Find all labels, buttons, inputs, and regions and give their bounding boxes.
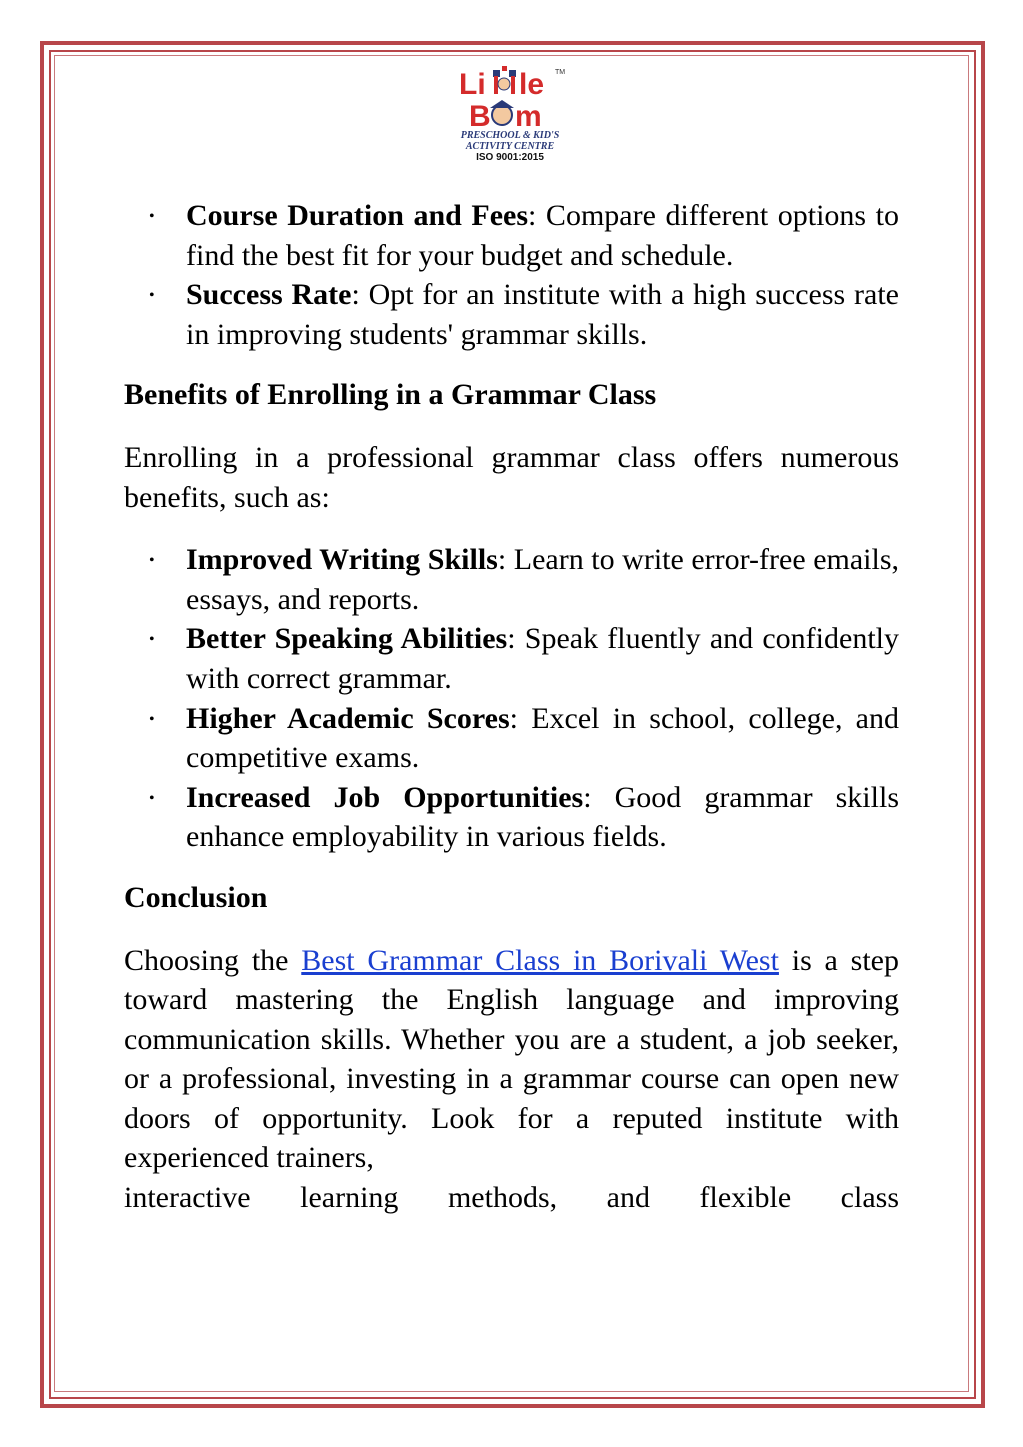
document-body [124, 196, 899, 1218]
bullet-icon: • [149, 552, 155, 570]
list-item-desc: : Learn to write error-free emails, essays, and reports. [186, 543, 900, 616]
list-item-desc: : Compare different options to find the best fit for your budget and schedule. [186, 199, 899, 272]
list-item [124, 196, 899, 275]
list-item-term: Increased Job Opportunities [186, 780, 584, 814]
list-item-desc: : Opt for an institute with a high success rate in improving students' grammar skills. [186, 278, 899, 351]
bullet-icon: • [149, 789, 155, 807]
logo-iso-badge: ISO 9001:2015 [476, 152, 544, 163]
list-item-desc: : Excel in school, college, and competitive exams. [186, 701, 899, 775]
list-item-desc: : Good grammar skills enhance employability in various fields. [186, 780, 899, 854]
bullet-icon: • [149, 287, 155, 305]
list-item-term: Success Rate [186, 278, 352, 312]
logo-word-little: Li [459, 68, 486, 101]
logo-word-bam: B [469, 100, 491, 130]
bullet-icon: • [149, 710, 155, 728]
list-item-term: Higher Academic Scores [186, 701, 510, 735]
list-item [124, 540, 899, 619]
svg-text:le: le [519, 68, 545, 101]
list-item [124, 275, 899, 354]
logo-mark-icon [445, 62, 575, 130]
bullet-icon: • [149, 631, 155, 649]
conclusion-heading: Conclusion [124, 880, 268, 914]
logo-tagline-1: PRESCHOOL & KID'S [460, 130, 560, 141]
best-grammar-class-link[interactable]: Best Grammar Class in Borivali West [301, 943, 779, 977]
svg-text:TM: TM [555, 69, 566, 76]
list-item-desc: : Speak fluently and confidently with correct grammar. [186, 622, 899, 695]
benefits-intro: Enrolling in a professional grammar class offers numerous benefits, such as: [124, 440, 899, 514]
conclusion-paragraph: Choosing the Best Grammar Class in Borivali West is a step toward mastering the English language and improving communication skills. Whether you are a student, a job seeker, or a professional, investing in a grammar course can open new doors of opportunity. Look for a reputed institute with experienced trainers, [124, 943, 899, 1175]
little-bam-logo [440, 62, 580, 174]
svg-text:m: m [515, 100, 542, 130]
criteria-list [124, 196, 899, 354]
bullet-icon: • [149, 208, 155, 225]
list-item-term: Better Speaking Abilities [186, 622, 508, 656]
conclusion-last-line: interactive learning methods, and flexible class [124, 1181, 899, 1215]
list-item [124, 699, 899, 778]
benefits-list [124, 540, 899, 857]
logo-tagline-2: ACTIVITY CENTRE [465, 141, 555, 152]
list-item [124, 619, 899, 698]
list-item-term: Course Duration and Fees [186, 199, 529, 232]
list-item-term: Improved Writing Skills [186, 543, 498, 577]
benefits-heading: Benefits of Enrolling in a Grammar Class [124, 378, 657, 412]
list-item [124, 778, 899, 857]
